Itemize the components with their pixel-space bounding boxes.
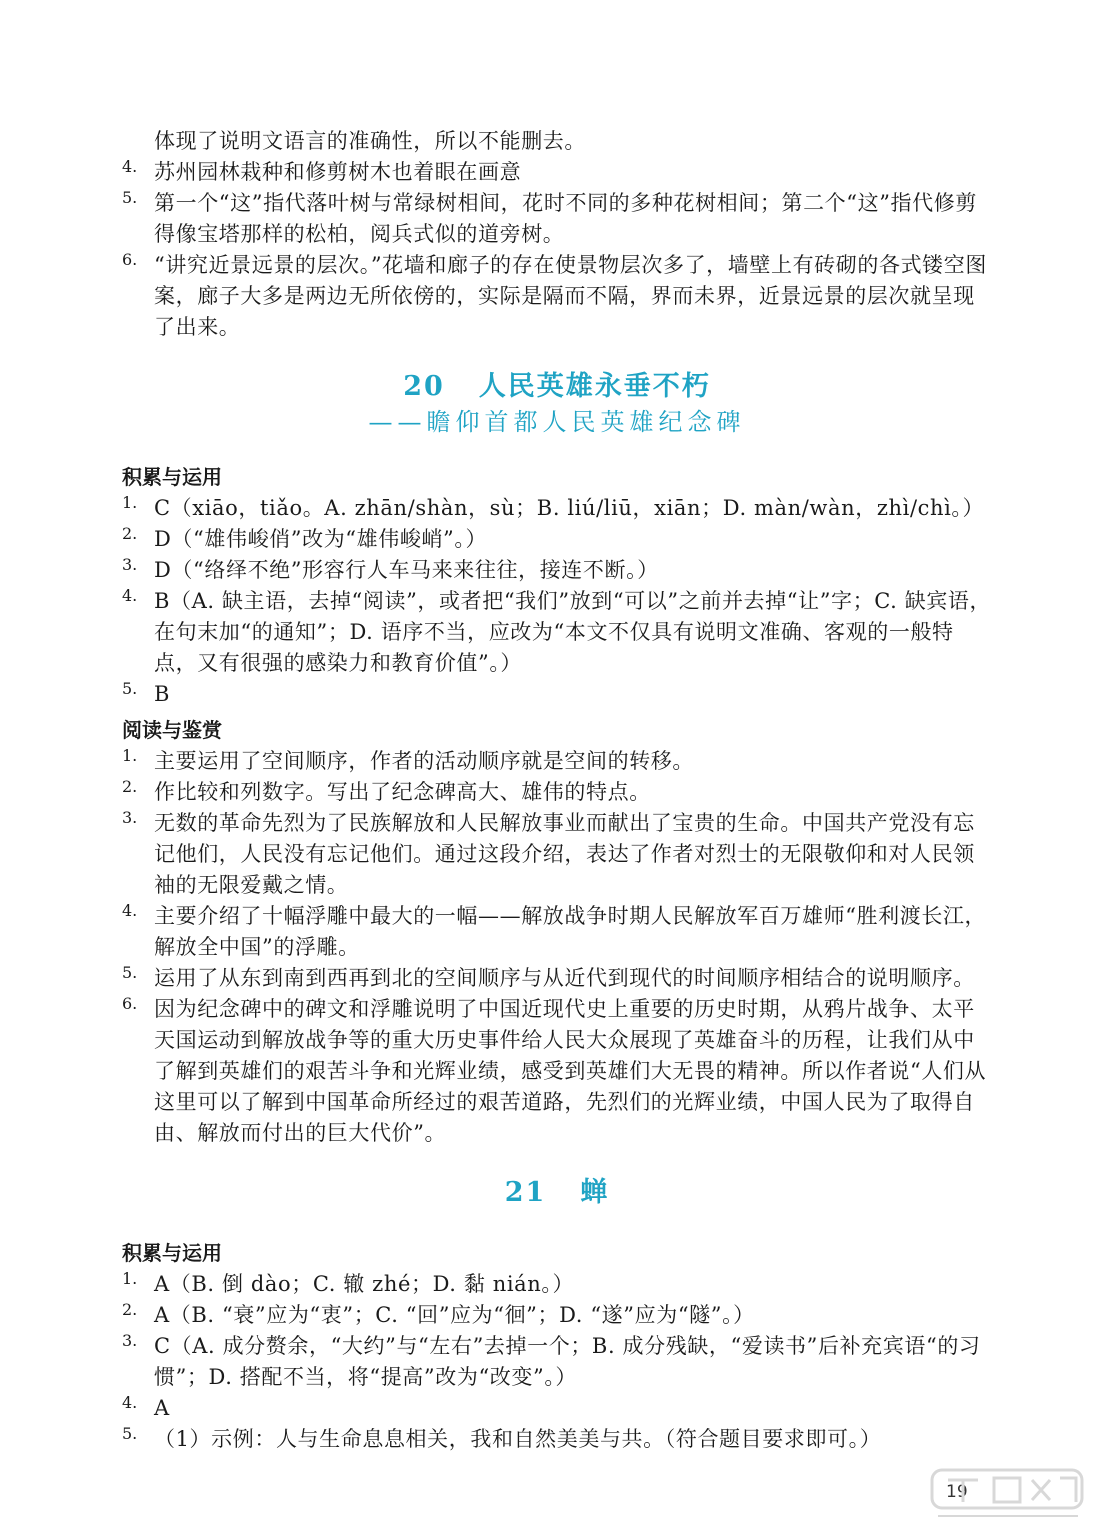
item-text: 作比较和列数字。写出了纪念碑高大、雄伟的特点。 bbox=[154, 780, 651, 804]
item-number: 5. bbox=[122, 963, 138, 982]
item-text: 主要运用了空间顺序，作者的活动顺序就是空间的转移。 bbox=[154, 749, 694, 773]
item-text: 无数的革命先烈为了民族解放和人民解放事业而献出了宝贵的生命。中国共产党没有忘记他们，人民没有忘记他们。通过这段介绍，表达了作者对烈士的无限敬仰和对人民领袖的无限爱戴之情。 bbox=[154, 811, 975, 897]
item-text: B（A. 缺主语，去掉“阅读”，或者把“我们”放到“可以”之前并去掉“让”字；C. 缺宾语，在句末加“的通知”；D. 语序不当，应改为“本文不仅具有说明文准确、客观的一般特点，又有很强的感染力和教育价值”。） bbox=[154, 589, 992, 675]
item-text: C（A. 成分赘余，“大约”与“左右”去掉一个；B. 成分残缺，“爱读书”后补充宾语“的习惯”；D. 搭配不当，将“提高”改为“改变”。） bbox=[154, 1334, 981, 1389]
watermark-logo-icon bbox=[928, 1466, 1088, 1530]
item-number: 2. bbox=[122, 524, 138, 543]
lesson-title bbox=[122, 1175, 992, 1211]
item-text: 第一个“这”指代落叶树与常绿树相间，花时不同的多种花树相间；第二个“这”指代修剪得像宝塔那样的松柏，阅兵式似的道旁树。 bbox=[154, 191, 977, 246]
answer-item bbox=[122, 555, 992, 586]
item-number: 1. bbox=[122, 746, 138, 765]
item-text: 苏州园林栽种和修剪树木也着眼在画意 bbox=[154, 160, 522, 184]
answer-item bbox=[122, 808, 992, 901]
section-heading: 阅读与鉴赏 bbox=[122, 718, 222, 742]
item-text: 运用了从东到南到西再到北的空间顺序与从近代到现代的时间顺序相结合的说明顺序。 bbox=[154, 966, 975, 990]
item-text: A（B. “衰”应为“衷”；C. “回”应为“徊”；D. “遂”应为“隧”。） bbox=[154, 1303, 755, 1327]
answer-item bbox=[122, 994, 992, 1149]
answer-item bbox=[122, 1269, 992, 1300]
lesson-number: 21 bbox=[504, 1177, 547, 1208]
item-text: A（B. 倒 dào；C. 辙 zhé；D. 黏 nián。） bbox=[154, 1272, 575, 1296]
item-number: 4. bbox=[122, 157, 138, 176]
section-heading: 积累与运用 bbox=[122, 1241, 222, 1265]
item-text: 因为纪念碑中的碑文和浮雕说明了中国近现代史上重要的历史时期，从鸦片战争、太平天国运动到解放战争等的重大历史事件给人民大众展现了英雄奋斗的历程，让我们从中了解到英雄们的艰苦斗争和光辉业绩，感受到英雄们大无畏的精神。所以作者说“人们从这里可以了解到中国革命所经过的艰苦道路，先烈们的光辉业绩，中国人民为了取得自由、解放而付出的巨大代价”。 bbox=[154, 997, 987, 1145]
item-number: 1. bbox=[122, 1269, 138, 1288]
lesson-title bbox=[122, 369, 992, 405]
answer-item bbox=[122, 901, 992, 963]
page-number: 19 bbox=[946, 1482, 968, 1502]
item-text: （1）示例：人与生命息息相关，我和自然美美与共。（符合题目要求即可。） bbox=[154, 1427, 882, 1451]
item-number: 6. bbox=[122, 250, 138, 269]
section-heading: 积累与运用 bbox=[122, 465, 222, 489]
answer-item bbox=[122, 1300, 992, 1331]
item-number: 6. bbox=[122, 994, 138, 1013]
page-content bbox=[122, 126, 992, 1455]
item-text: 主要介绍了十幅浮雕中最大的一幅——解放战争时期人民解放军百万雄师“胜利渡长江，解放全中国”的浮雕。 bbox=[154, 904, 987, 959]
answer-item bbox=[122, 188, 992, 250]
answer-item bbox=[122, 1331, 992, 1393]
answer-item bbox=[122, 679, 992, 710]
lesson-number: 20 bbox=[403, 371, 445, 402]
item-number: 5. bbox=[122, 1424, 138, 1443]
answer-item bbox=[122, 157, 992, 188]
lesson-name: 蝉 bbox=[580, 1177, 610, 1208]
item-text: B bbox=[154, 682, 171, 706]
answer-item bbox=[122, 250, 992, 343]
item-number: 3. bbox=[122, 808, 138, 827]
answer-item bbox=[122, 746, 992, 777]
answer-item bbox=[122, 493, 992, 524]
answer-item bbox=[122, 1393, 992, 1424]
answer-item bbox=[122, 586, 992, 679]
item-text: D（“络绎不绝”形容行人车马来来往往，接连不断。） bbox=[154, 558, 659, 582]
item-text: C（xiāo，tiǎo。A. zhān/shàn，sù；B. liú/liū，xiān；D. màn/wàn，zhì/chì。） bbox=[154, 496, 985, 520]
item-text: “讲究近景远景的层次。”花墙和廊子的存在使景物层次多了，墙壁上有砖砌的各式镂空图案，廊子大多是两边无所依傍的，实际是隔而不隔，界而未界，近景远景的层次就呈现了出来。 bbox=[154, 253, 987, 339]
answer-item bbox=[122, 1424, 992, 1455]
answer-item bbox=[122, 524, 992, 555]
item-number: 3. bbox=[122, 555, 138, 574]
item-number: 5. bbox=[122, 679, 138, 698]
continued-line: 体现了说明文语言的准确性，所以不能删去。 bbox=[154, 129, 586, 153]
item-number: 4. bbox=[122, 901, 138, 920]
lesson-name: 人民英雄永垂不朽 bbox=[478, 371, 711, 402]
lesson-subtitle: ——瞻仰首都人民英雄纪念碑 bbox=[368, 408, 746, 436]
item-text: D（“雄伟峻俏”改为“雄伟峻峭”。） bbox=[154, 527, 488, 551]
answer-item bbox=[122, 963, 992, 994]
item-number: 4. bbox=[122, 1393, 138, 1412]
item-number: 2. bbox=[122, 1300, 138, 1319]
item-number: 2. bbox=[122, 777, 138, 796]
item-number: 1. bbox=[122, 493, 138, 512]
item-text: A bbox=[154, 1396, 170, 1420]
item-number: 3. bbox=[122, 1331, 138, 1350]
answer-item bbox=[122, 777, 992, 808]
item-number: 4. bbox=[122, 586, 138, 605]
item-number: 5. bbox=[122, 188, 138, 207]
